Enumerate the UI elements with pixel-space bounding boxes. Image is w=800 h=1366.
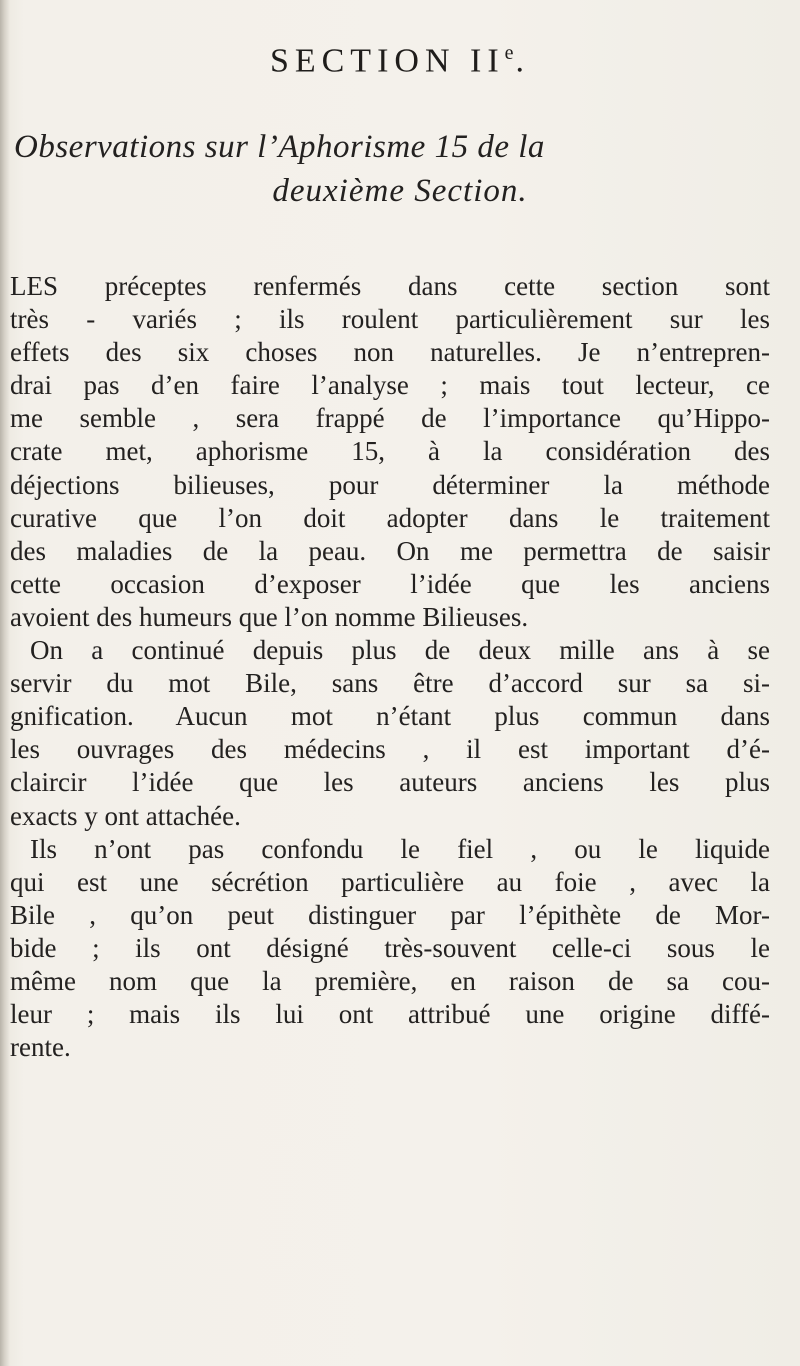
text-line: servir du mot Bile, sans être d’accord sur sa si- bbox=[10, 668, 770, 699]
text-line: avoient des humeurs que l’on nomme Bilieuses. bbox=[10, 601, 529, 632]
text-line: Bile , qu’on peut distinguer par l’épithète de Mor- bbox=[10, 899, 770, 930]
section-heading bbox=[0, 42, 800, 80]
text-line: déjections bilieuses, pour déterminer la méthode bbox=[10, 469, 770, 500]
text-line: Ils n’ont pas confondu le fiel , ou le liquide bbox=[30, 833, 770, 864]
subtitle-line-2: deuxième Section. bbox=[272, 173, 528, 209]
text-line: qui est une sécrétion particulière au foie , avec la bbox=[10, 866, 770, 897]
text-line: très - variés ; ils roulent particulièrement sur les bbox=[10, 304, 770, 335]
text-line: cette occasion d’exposer l’idée que les anciens bbox=[10, 568, 770, 599]
body-text bbox=[0, 270, 800, 1064]
text-line: bide ; ils ont désigné très-souvent celle-ci sous le bbox=[10, 932, 770, 963]
text-line: crate met, aphorisme 15, à la considération des bbox=[10, 436, 770, 467]
section-heading-text: SECTION II bbox=[269, 42, 505, 80]
subtitle-line-1: Observations sur l’Aphorisme 15 de la bbox=[14, 129, 545, 165]
text-line: gnification. Aucun mot n’étant plus commun dans bbox=[10, 701, 770, 732]
text-line: des maladies de la peau. On me permettra de saisir bbox=[10, 535, 770, 566]
text-line: même nom que la première, en raison de sa cou- bbox=[10, 965, 770, 996]
text-line: les ouvrages des médecins , il est important d’é- bbox=[10, 734, 770, 765]
text-line: LES préceptes renfermés dans cette section sont bbox=[10, 271, 770, 301]
text-line: me semble , sera frappé de l’importance qu’Hippo- bbox=[10, 403, 770, 434]
observations-subtitle bbox=[0, 125, 800, 213]
section-heading-period: . bbox=[515, 42, 531, 80]
text-line: On a continué depuis plus de deux mille ans à se bbox=[30, 635, 770, 666]
text-line: curative que l’on doit adopter dans le traitement bbox=[10, 502, 770, 533]
text-line: drai pas d’en faire l’analyse ; mais tout lecteur, ce bbox=[10, 370, 770, 401]
text-line: rente. bbox=[10, 1032, 71, 1063]
text-line: exacts y ont attachée. bbox=[10, 800, 241, 831]
text-line: claircir l’idée que les auteurs anciens les plus bbox=[10, 767, 770, 798]
section-heading-superscript: e bbox=[504, 42, 516, 64]
text-line: effets des six choses non naturelles. Je n’entrepren- bbox=[10, 337, 770, 368]
text-line: leur ; mais ils lui ont attribué une origine diffé- bbox=[10, 999, 770, 1030]
